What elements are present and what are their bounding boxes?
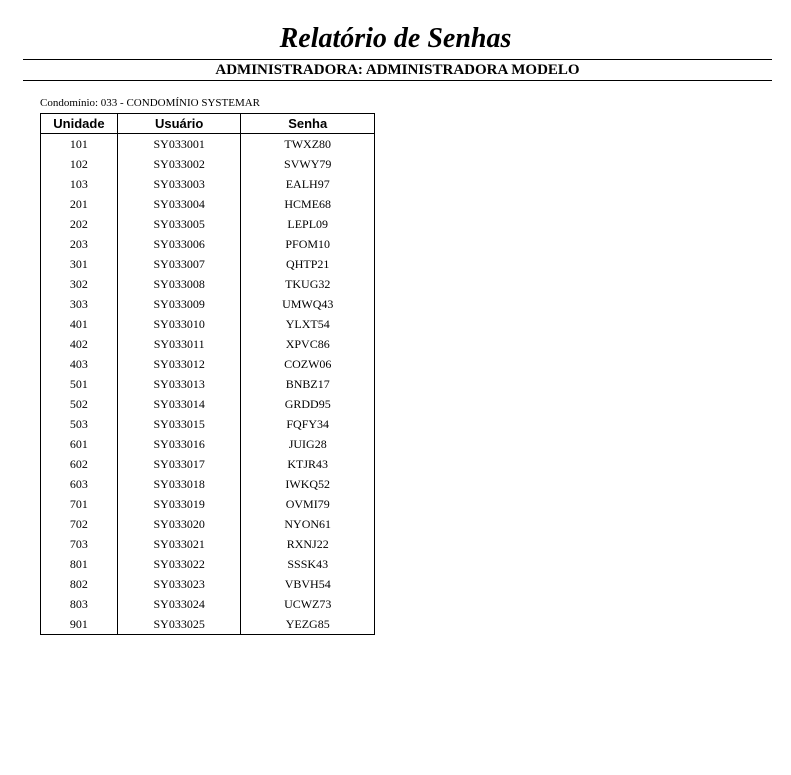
table-row (41, 454, 375, 474)
usuario-cell: SY033002 (117, 154, 241, 174)
passwords-table (40, 113, 375, 635)
unidade-cell: 403 (41, 354, 118, 374)
unidade-cell: 202 (41, 214, 118, 234)
usuario-cell: SY033016 (117, 434, 241, 454)
table-row (41, 614, 375, 635)
unidade-cell: 703 (41, 534, 118, 554)
table-row (41, 354, 375, 374)
table-row (41, 534, 375, 554)
unidade-cell: 402 (41, 334, 118, 354)
unidade-cell: 503 (41, 414, 118, 434)
senha-cell: RXNJ22 (241, 534, 375, 554)
senha-cell: NYON61 (241, 514, 375, 534)
unidade-cell: 401 (41, 314, 118, 334)
unidade-cell: 201 (41, 194, 118, 214)
usuario-cell: SY033003 (117, 174, 241, 194)
table-row (41, 514, 375, 534)
report-title: Relatório de Senhas (279, 23, 512, 54)
unidade-cell: 801 (41, 554, 118, 574)
column-header-unidade: Unidade (41, 114, 118, 134)
senha-cell: QHTP21 (241, 254, 375, 274)
table-row (41, 394, 375, 414)
senha-cell: GRDD95 (241, 394, 375, 414)
usuario-cell: SY033024 (117, 594, 241, 614)
senha-cell: TKUG32 (241, 274, 375, 294)
usuario-cell: SY033012 (117, 354, 241, 374)
usuario-cell: SY033001 (117, 134, 241, 155)
usuario-cell: SY033021 (117, 534, 241, 554)
usuario-cell: SY033014 (117, 394, 241, 414)
senha-cell: BNBZ17 (241, 374, 375, 394)
usuario-cell: SY033025 (117, 614, 241, 635)
usuario-cell: SY033017 (117, 454, 241, 474)
usuario-cell: SY033005 (117, 214, 241, 234)
table-header-row (41, 114, 375, 134)
unidade-cell: 501 (41, 374, 118, 394)
senha-cell: LEPL09 (241, 214, 375, 234)
condominio-label: Condomínio: 033 - CONDOMÍNIO SYSTEMAR (40, 97, 261, 109)
senha-cell: XPVC86 (241, 334, 375, 354)
usuario-cell: SY033023 (117, 574, 241, 594)
senha-cell: FQFY34 (241, 414, 375, 434)
table-row (41, 594, 375, 614)
table-row (41, 134, 375, 155)
unidade-cell: 702 (41, 514, 118, 534)
column-header-senha: Senha (241, 114, 375, 134)
unidade-cell: 303 (41, 294, 118, 314)
usuario-cell: SY033019 (117, 494, 241, 514)
table-row (41, 554, 375, 574)
senha-cell: COZW06 (241, 354, 375, 374)
unidade-cell: 901 (41, 614, 118, 635)
senha-cell: UCWZ73 (241, 594, 375, 614)
usuario-cell: SY033018 (117, 474, 241, 494)
unidade-cell: 502 (41, 394, 118, 414)
unidade-cell: 102 (41, 154, 118, 174)
usuario-cell: SY033004 (117, 194, 241, 214)
senha-cell: HCME68 (241, 194, 375, 214)
senha-cell: JUIG28 (241, 434, 375, 454)
usuario-cell: SY033013 (117, 374, 241, 394)
senha-cell: TWXZ80 (241, 134, 375, 155)
administradora-header: ADMINISTRADORA: ADMINISTRADORA MODELO (23, 59, 772, 81)
usuario-cell: SY033011 (117, 334, 241, 354)
table-row (41, 414, 375, 434)
senha-cell: IWKQ52 (241, 474, 375, 494)
unidade-cell: 603 (41, 474, 118, 494)
usuario-cell: SY033022 (117, 554, 241, 574)
table-row (41, 274, 375, 294)
unidade-cell: 301 (41, 254, 118, 274)
unidade-cell: 803 (41, 594, 118, 614)
senha-cell: KTJR43 (241, 454, 375, 474)
senha-cell: OVMI79 (241, 494, 375, 514)
table-row (41, 494, 375, 514)
unidade-cell: 601 (41, 434, 118, 454)
table-row (41, 254, 375, 274)
table-row (41, 194, 375, 214)
senha-cell: YEZG85 (241, 614, 375, 635)
senha-cell: UMWQ43 (241, 294, 375, 314)
table-row (41, 234, 375, 254)
unidade-cell: 701 (41, 494, 118, 514)
senha-cell: YLXT54 (241, 314, 375, 334)
unidade-cell: 802 (41, 574, 118, 594)
table-body (41, 134, 375, 635)
senha-cell: SSSK43 (241, 554, 375, 574)
senha-cell: VBVH54 (241, 574, 375, 594)
usuario-cell: SY033015 (117, 414, 241, 434)
table-row (41, 474, 375, 494)
unidade-cell: 103 (41, 174, 118, 194)
table-row (41, 334, 375, 354)
usuario-cell: SY033010 (117, 314, 241, 334)
table-row (41, 574, 375, 594)
senha-cell: EALH97 (241, 174, 375, 194)
unidade-cell: 602 (41, 454, 118, 474)
table-row (41, 314, 375, 334)
usuario-cell: SY033009 (117, 294, 241, 314)
table-row (41, 374, 375, 394)
unidade-cell: 101 (41, 134, 118, 155)
table-row (41, 214, 375, 234)
table-row (41, 154, 375, 174)
usuario-cell: SY033006 (117, 234, 241, 254)
table-row (41, 174, 375, 194)
unidade-cell: 203 (41, 234, 118, 254)
usuario-cell: SY033007 (117, 254, 241, 274)
senha-cell: SVWY79 (241, 154, 375, 174)
senha-cell: PFOM10 (241, 234, 375, 254)
usuario-cell: SY033020 (117, 514, 241, 534)
table-row (41, 434, 375, 454)
usuario-cell: SY033008 (117, 274, 241, 294)
unidade-cell: 302 (41, 274, 118, 294)
column-header-usuario: Usuário (117, 114, 241, 134)
table-row (41, 294, 375, 314)
